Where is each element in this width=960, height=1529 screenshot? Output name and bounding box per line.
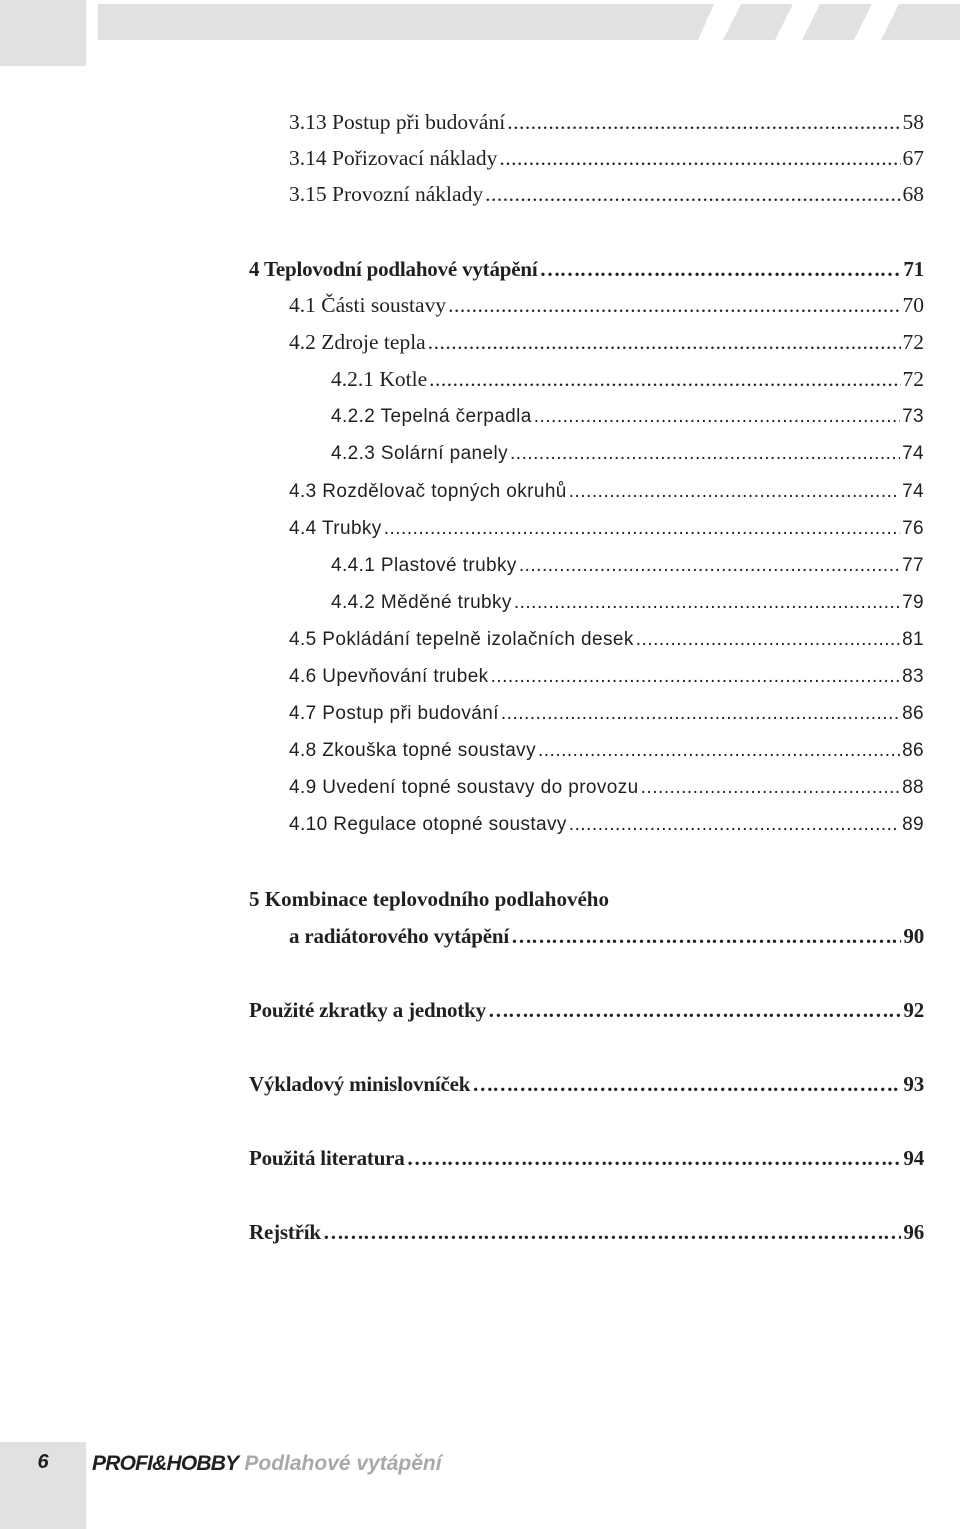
toc-entry-4-10[interactable] — [289, 810, 924, 840]
toc-leader-dots — [641, 773, 900, 803]
toc-entry-page: 74 — [902, 443, 924, 464]
header-stripe — [881, 4, 960, 40]
header-stripe — [802, 4, 872, 40]
header-corner-block — [0, 0, 86, 66]
toc-entry-label: 4.2.2 Tepelná čerpadla — [331, 406, 532, 427]
toc-entry-4-5[interactable] — [289, 625, 924, 655]
toc-entry-page: 79 — [902, 592, 924, 613]
toc-entry-4-8[interactable] — [289, 736, 924, 766]
toc-leader-dots — [485, 179, 900, 209]
toc-chapter-page: 96 — [903, 1220, 924, 1244]
toc-entry-4-1[interactable] — [289, 290, 924, 320]
toc-entry-3-13[interactable] — [289, 107, 924, 137]
toc-entry-label: 4.8 Zkouška topné soustavy — [289, 740, 536, 761]
toc-entry-label: 4.10 Regulace otopné soustavy — [289, 814, 567, 835]
toc-chapter-label: Použitá literatura — [249, 1146, 405, 1170]
toc-entry-label: 4.2.3 Solární panely — [331, 443, 509, 464]
toc-chapter-page: 92 — [903, 998, 924, 1022]
toc-entry-page: 67 — [902, 146, 924, 170]
toc-index[interactable] — [249, 1217, 924, 1247]
toc-chapter-page: 93 — [903, 1072, 924, 1096]
toc-chapter-page: 94 — [903, 1146, 924, 1170]
toc-chapter-label: 4 Teplovodní podlahové vytápění — [249, 257, 538, 281]
toc-entry-label: 4.3 Rozdělovač topných okruhů — [289, 481, 567, 502]
toc-chapter-label: Použité zkratky a jednotky — [249, 998, 486, 1022]
toc-leader-dots — [472, 1069, 901, 1099]
toc-leader-dots — [538, 736, 900, 766]
toc-entry-label: 4.4.1 Plastové trubky — [331, 555, 517, 576]
toc-entry-page: 88 — [902, 777, 924, 798]
toc-entry-page: 77 — [902, 555, 924, 576]
toc-entry-page: 89 — [902, 814, 924, 835]
toc-entry-label: 3.13 Postup při budování — [289, 110, 506, 134]
toc-leader-dots — [488, 995, 902, 1025]
toc-entry-4-4[interactable] — [289, 514, 924, 544]
toc-chapter-page: 71 — [903, 257, 924, 281]
toc-entry-4-2-1[interactable] — [331, 364, 924, 394]
toc-leader-dots — [407, 1143, 902, 1173]
toc-entry-label: 4.6 Upevňování trubek — [289, 666, 489, 687]
book-title: Podlahové vytápění — [244, 1452, 442, 1475]
toc-entry-page: 72 — [902, 367, 924, 391]
toc-chapter-5[interactable] — [289, 921, 924, 951]
toc-leader-dots — [429, 364, 900, 394]
toc-entry-4-6[interactable] — [289, 662, 924, 692]
toc-entry-label: 4.9 Uvedení topné soustavy do provozu — [289, 777, 639, 798]
toc-entry-4-3[interactable] — [289, 477, 924, 507]
toc-chapter-label: Výkladový minislovníček — [249, 1072, 471, 1096]
toc-leader-dots — [511, 921, 901, 951]
toc-entry-page: 73 — [902, 406, 924, 427]
toc-entry-label: 4.2.1 Kotle — [331, 367, 428, 391]
toc-chapter-5-title-line1: 5 Kombinace teplovodního podlahového — [249, 887, 609, 911]
toc-leader-dots — [491, 662, 900, 692]
toc-leader-dots — [534, 402, 900, 432]
toc-entry-label: 4.2 Zdroje tepla — [289, 330, 426, 354]
toc-entry-label: 4.5 Pokládání tepelně izolačních desek — [289, 629, 634, 650]
toc-entry-label: 4.1 Části soustavy — [289, 293, 447, 317]
toc-glossary[interactable] — [249, 1069, 924, 1099]
brand-logo: PROFI&HOBBY — [92, 1452, 239, 1475]
toc-leader-dots — [636, 625, 900, 655]
toc-entry-3-15[interactable] — [289, 179, 924, 209]
toc-leader-dots — [569, 477, 900, 507]
toc-leader-dots — [384, 514, 900, 544]
header-stripe — [723, 4, 793, 40]
toc-leader-dots — [507, 107, 900, 137]
toc-entry-label: 4.4 Trubky — [289, 518, 382, 539]
toc-entry-3-14[interactable] — [289, 143, 924, 173]
toc-chapter-4[interactable] — [249, 254, 924, 284]
toc-chapter-label: Rejstřík — [249, 1220, 321, 1244]
toc-leader-dots — [428, 327, 901, 357]
toc-leader-dots — [499, 143, 900, 173]
toc-entry-page: 70 — [902, 293, 924, 317]
toc-entry-page: 86 — [902, 703, 924, 724]
footer-running-title — [92, 1446, 442, 1482]
header-stripe — [98, 4, 714, 40]
toc-abbreviations[interactable] — [249, 995, 924, 1025]
toc-leader-dots — [519, 551, 900, 581]
toc-entry-4-2-3[interactable] — [331, 439, 924, 469]
toc-entry-4-4-2[interactable] — [331, 588, 924, 618]
toc-entry-4-2-2[interactable] — [331, 402, 924, 432]
toc-entry-label: 4.4.2 Měděné trubky — [331, 592, 512, 613]
toc-leader-dots — [539, 254, 901, 284]
toc-leader-dots — [501, 699, 900, 729]
toc-literature[interactable] — [249, 1143, 924, 1173]
toc-leader-dots — [448, 290, 900, 320]
toc-entry-page: 68 — [902, 182, 924, 206]
toc-entry-label: 4.7 Postup při budování — [289, 703, 499, 724]
toc-entry-page: 86 — [902, 740, 924, 761]
page-number: 6 — [37, 1451, 49, 1473]
toc-entry-page: 83 — [902, 666, 924, 687]
toc-entry-4-2[interactable] — [289, 327, 924, 357]
toc-entry-page: 76 — [902, 518, 924, 539]
toc-chapter-label: a radiátorového vytápění — [289, 924, 509, 948]
toc-entry-page: 72 — [902, 330, 924, 354]
toc-entry-page: 81 — [902, 629, 924, 650]
toc-leader-dots — [323, 1217, 902, 1247]
toc-entry-page: 74 — [902, 481, 924, 502]
toc-leader-dots — [510, 439, 900, 469]
toc-leader-dots — [514, 588, 900, 618]
toc-chapter-page: 90 — [903, 924, 924, 948]
toc-entry-4-7[interactable] — [289, 699, 924, 729]
toc-entry-page: 58 — [902, 110, 924, 134]
toc-entry-4-9[interactable] — [289, 773, 924, 803]
toc-entry-label: 3.14 Pořizovací náklady — [289, 146, 498, 170]
toc-entry-label: 3.15 Provozní náklady — [289, 182, 484, 206]
toc-entry-4-4-1[interactable] — [331, 551, 924, 581]
toc-leader-dots — [569, 810, 900, 840]
